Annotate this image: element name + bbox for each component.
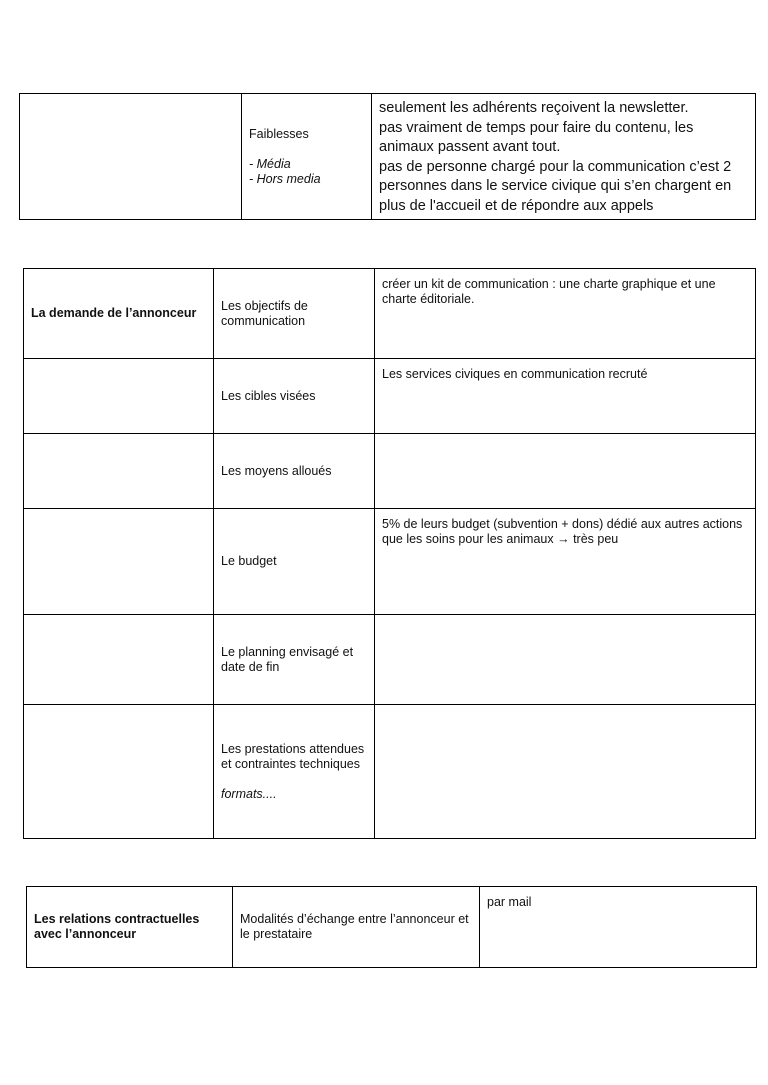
weaknesses-content-cell (372, 94, 756, 220)
request-note-formats: formats.... (221, 786, 277, 801)
request-label-planning: Le planning envisagé et date de fin (214, 615, 375, 705)
request-empty-cell (24, 705, 214, 839)
weaknesses-line-1: seulement les adhérents reçoivent la newsletter. (379, 100, 689, 116)
request-label-deliverables: Les prestations attendues et contraintes techniques (221, 741, 365, 771)
request-empty-cell (24, 359, 214, 434)
request-value-budget: 5% de leurs budget (subvention + dons) dédié aux autres actions que les soins pour les animaux → très peu (375, 509, 756, 615)
weaknesses-label-cell (242, 94, 372, 220)
weaknesses-table (19, 93, 756, 220)
request-value-objectives: créer un kit de communication : une charte graphique et une charte éditoriale. (375, 269, 756, 359)
contract-section-title: Les relations contractuelles avec l’annonceur (27, 887, 233, 968)
advertiser-request-table (23, 268, 756, 839)
request-label-targets: Les cibles visées (214, 359, 375, 434)
weaknesses-line-2: pas vraiment de temps pour faire du contenu, les animaux passent avant tout. (379, 119, 694, 155)
request-label-means: Les moyens alloués (214, 434, 375, 509)
contract-value-exchange: par mail (480, 887, 757, 968)
request-label-objectives: Les objectifs de communication (214, 269, 375, 359)
contract-label-exchange: Modalités d’échange entre l’annonceur et le prestataire (233, 887, 480, 968)
weaknesses-label: Faiblesses (249, 126, 309, 141)
request-label-budget: Le budget (214, 509, 375, 615)
contract-relations-table (26, 886, 757, 968)
request-value-deliverables (375, 705, 756, 839)
request-section-title: La demande de l’annonceur (24, 269, 214, 359)
request-value-targets: Les services civiques en communication recruté (375, 359, 756, 434)
request-empty-cell (24, 509, 214, 615)
request-empty-cell (24, 434, 214, 509)
request-label-deliverables-cell (214, 705, 375, 839)
weaknesses-subitem-media: - Média (249, 156, 291, 171)
request-value-planning (375, 615, 756, 705)
weaknesses-section-cell (20, 94, 242, 220)
weaknesses-subitem-hors-media: - Hors media (249, 171, 321, 186)
request-value-means (375, 434, 756, 509)
weaknesses-line-3: pas de personne chargé pour la communication c’est 2 personnes dans le service civique qui s’en chargent en plus de l'accueil et de répondre aux appels (379, 158, 732, 214)
request-empty-cell (24, 615, 214, 705)
